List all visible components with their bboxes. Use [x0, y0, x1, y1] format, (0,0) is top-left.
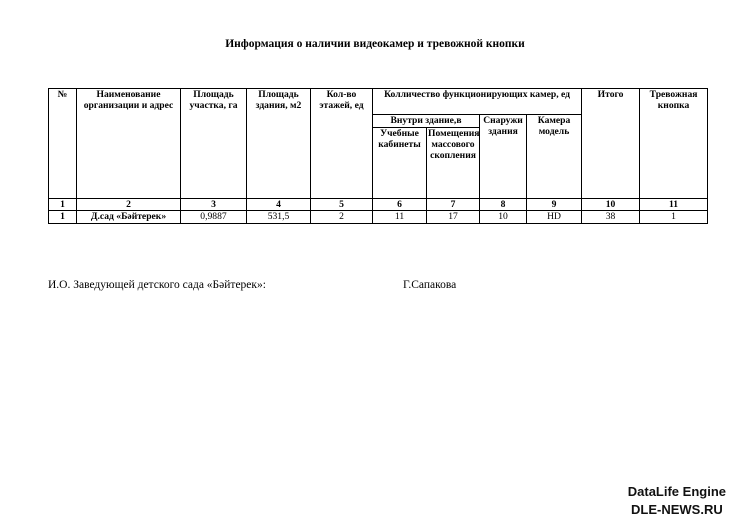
- col-number: 8: [480, 199, 527, 211]
- header-camera-model: Камера модель: [527, 115, 582, 199]
- cell-building-area: 531,5: [247, 211, 311, 224]
- watermark-line1: DataLife Engine: [627, 484, 726, 499]
- header-cameras: Колличество функционирующих камер, ед: [373, 89, 582, 115]
- header-plot-area: Площадь участка, га: [181, 89, 247, 199]
- header-total: Итого: [582, 89, 640, 199]
- document-title: Информация о наличии видеокамер и тревожной кнопки: [225, 38, 525, 50]
- watermark: [628, 483, 726, 518]
- signature-position: И.О. Заведующей детского сада «Бәйтерек»:: [48, 279, 266, 291]
- header-inside: Внутри здание,в: [373, 115, 480, 128]
- col-number: 2: [77, 199, 181, 211]
- col-number: 7: [427, 199, 480, 211]
- header-floors: Кол-во этажей, ед: [311, 89, 373, 199]
- cell-total: 38: [582, 211, 640, 224]
- col-number: 3: [181, 199, 247, 211]
- cell-name: Д.сад «Бәйтерек»: [77, 211, 181, 224]
- header-outside: Снаружи здания: [480, 115, 527, 199]
- cell-outside: 10: [480, 211, 527, 224]
- col-number: 1: [49, 199, 77, 211]
- table-row: [49, 211, 708, 224]
- cell-plot-area: 0,9887: [181, 211, 247, 224]
- header-classrooms: Учебные кабинеты: [373, 128, 427, 199]
- camera-info-table: [48, 88, 708, 224]
- cell-num: 1: [49, 211, 77, 224]
- watermark-line2: DLE-NEWS.RU: [631, 501, 723, 517]
- col-number: 5: [311, 199, 373, 211]
- cell-mass-rooms: 17: [427, 211, 480, 224]
- header-alarm: Тревожная кнопка: [640, 89, 708, 199]
- cell-classrooms: 11: [373, 211, 427, 224]
- header-mass-rooms: Помещения массового скопления: [427, 128, 480, 199]
- col-number: 6: [373, 199, 427, 211]
- header-building-area: Площадь здания, м2: [247, 89, 311, 199]
- cell-alarm: 1: [640, 211, 708, 224]
- header-name: Наименование организации и адрес: [77, 89, 181, 199]
- col-number: 4: [247, 199, 311, 211]
- header-num: №: [49, 89, 77, 199]
- col-number: 9: [527, 199, 582, 211]
- cell-floors: 2: [311, 211, 373, 224]
- signature-name: Г.Сапакова: [403, 279, 457, 291]
- cell-camera-model: HD: [527, 211, 582, 224]
- col-number: 11: [640, 199, 708, 211]
- column-numbers-row: [49, 199, 708, 211]
- col-number: 10: [582, 199, 640, 211]
